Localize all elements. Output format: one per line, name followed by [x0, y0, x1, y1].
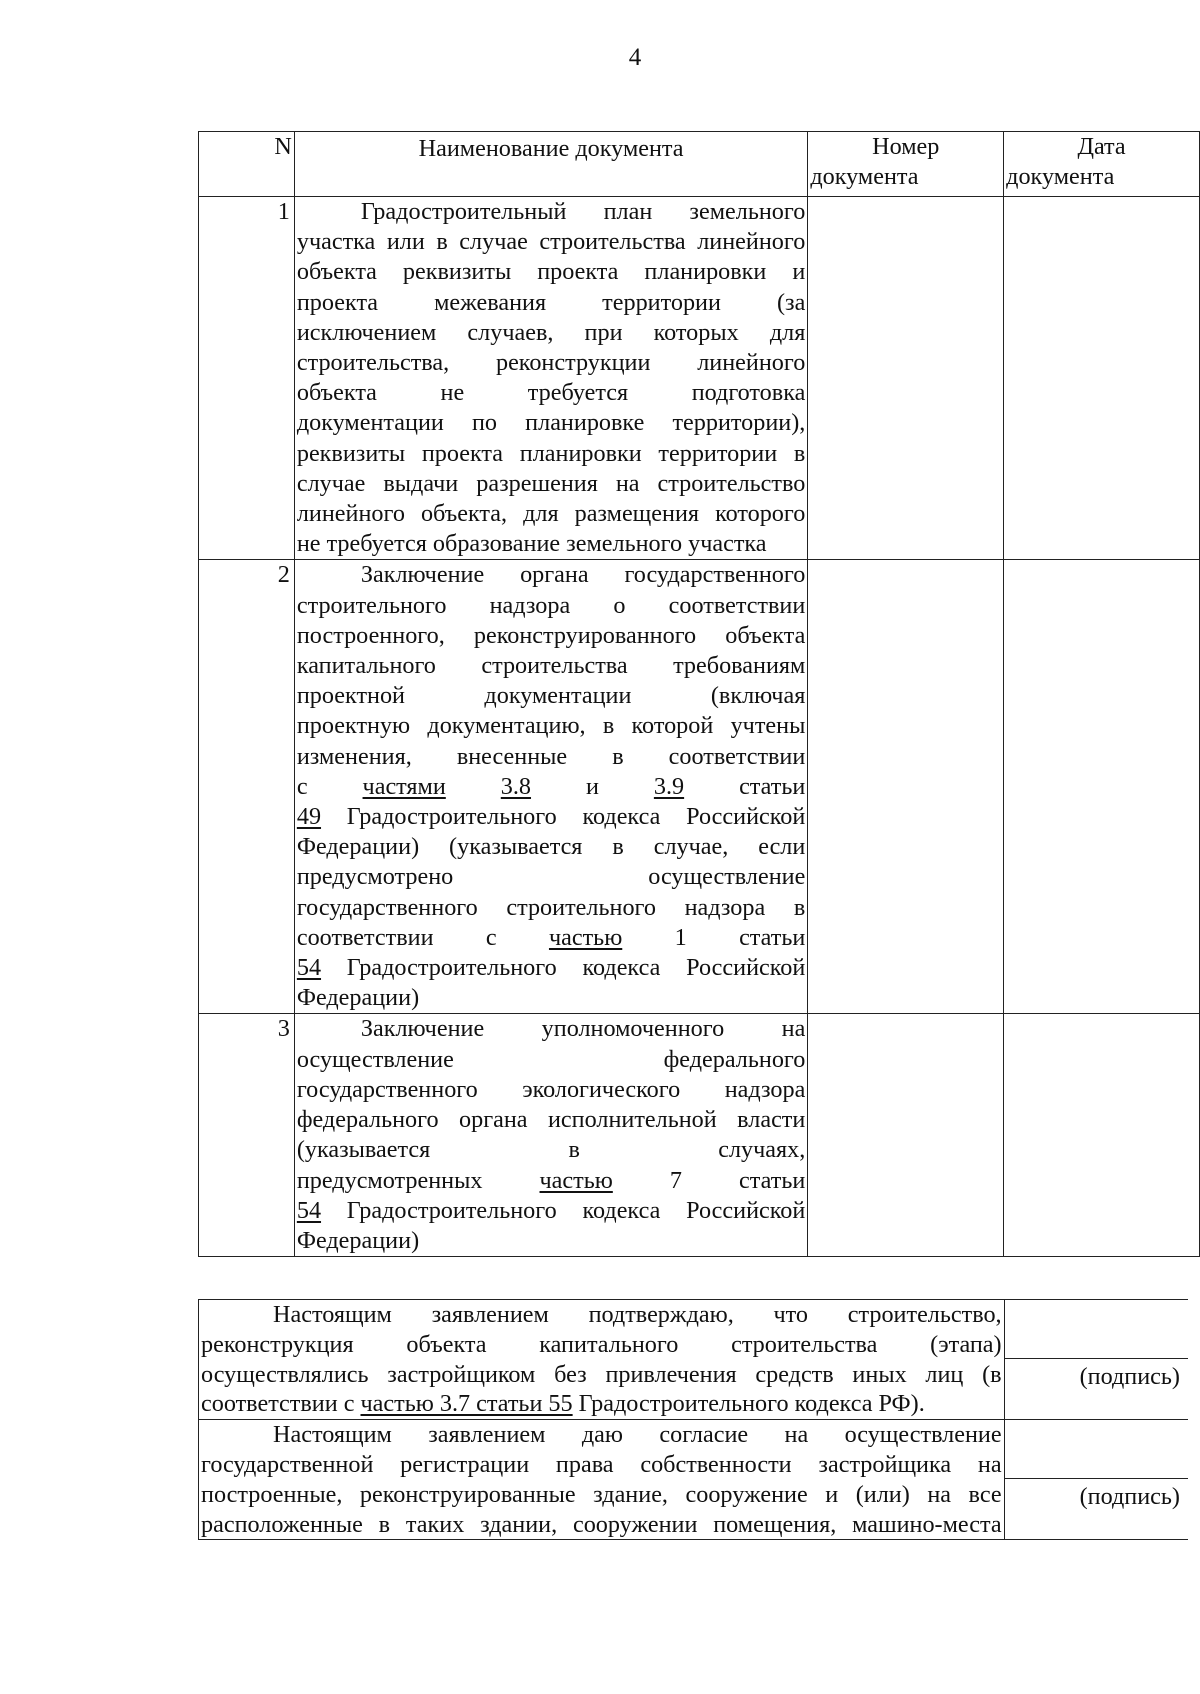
declaration-line: государственной регистрации права собственности застройщика на	[201, 1450, 1002, 1478]
header-document-number-line2: документа	[810, 163, 919, 191]
document-name-line: 49 Градостроительного кодекса Российской	[296, 803, 806, 831]
declarations-table	[198, 1299, 1188, 1540]
table-row	[199, 560, 1200, 1014]
declaration-line: расположенные в таких здании, сооружении помещения, машино-места	[201, 1510, 1002, 1538]
signature-label: (подпись)	[1079, 1363, 1180, 1390]
document-name-line: Заключение органа государственного	[360, 561, 806, 589]
document-name-line: соответствии с частью 1 статьи	[296, 923, 806, 951]
declaration-line: осуществлялись застройщиком без привлечения средств иных лиц (в	[201, 1360, 1002, 1388]
document-number-cell[interactable]	[808, 1014, 1004, 1257]
document-name-line: участка или в случае строительства линейного	[296, 228, 806, 256]
document-date-cell[interactable]	[1004, 197, 1200, 560]
header-document-number-line1: Номер	[872, 133, 940, 160]
document-name-line: не требуется образование земельного участка	[296, 530, 767, 558]
document-name-cell	[294, 197, 807, 560]
signature-cell[interactable]	[1004, 1300, 1188, 1420]
declaration-line: Настоящим заявлением подтверждаю, что строительство,	[273, 1301, 1002, 1328]
header-document-date-line2: документа	[1006, 163, 1115, 191]
document-name-line: капитального строительства требованиям	[296, 652, 806, 680]
document-name-line: объекта реквизиты проекта планировки и	[296, 258, 806, 286]
declaration-text	[199, 1300, 1005, 1420]
declaration-text	[199, 1420, 1005, 1540]
declaration-line: реконструкция объекта капитального строительства (этапа)	[201, 1330, 1002, 1358]
document-name-line: реквизиты проекта планировки территории в	[296, 439, 806, 467]
table-row	[199, 197, 1200, 560]
document-name-line: изменения, внесенные в соответствии	[296, 742, 806, 770]
document-name-line: 54 Градостроительного кодекса Российской	[296, 1196, 806, 1224]
declaration-line: соответствии с частью 3.7 статьи 55 Градостроительного кодекса РФ).	[201, 1390, 925, 1418]
document-name-line: объекта не требуется подготовка	[296, 379, 806, 407]
header-document-number	[808, 132, 1004, 197]
document-name-line: проектную документацию, в которой учтены	[296, 712, 806, 740]
document-number-cell[interactable]	[808, 197, 1004, 560]
table-header-row	[199, 132, 1200, 197]
document-name-line: строительства, реконструкции линейного	[296, 349, 806, 377]
document-name-line: предусмотренных частью 7 статьи	[296, 1166, 806, 1194]
document-name-line: Градостроительный план земельного	[360, 198, 806, 225]
header-document-date-line1: Дата	[1077, 133, 1126, 160]
document-name-cell	[294, 1014, 807, 1257]
signature-line	[1005, 1358, 1188, 1359]
document-name-line: исключением случаев, при которых для	[296, 318, 806, 346]
document-name-line: Заключение уполномоченного на	[360, 1015, 806, 1043]
document-name-line: государственного строительного надзора в	[296, 893, 806, 921]
signature-cell[interactable]	[1004, 1420, 1188, 1540]
header-num: N	[199, 132, 295, 197]
document-name-line: построенного, реконструированного объекта	[296, 621, 806, 649]
row-number: 3	[199, 1014, 295, 1257]
signature-label: (подпись)	[1079, 1483, 1180, 1511]
document-name-line: Федерации) (указывается в случае, если	[296, 833, 806, 861]
document-name-line: Федерации)	[296, 984, 420, 1012]
document-name-line: федерального органа исполнительной власти	[296, 1106, 806, 1134]
documents-table	[198, 131, 1200, 1257]
document-name-line: линейного объекта, для размещения которого	[296, 500, 806, 528]
signature-line	[1005, 1478, 1188, 1479]
document-name-line: проекта межевания территории (за	[296, 288, 806, 316]
document-date-cell[interactable]	[1004, 1014, 1200, 1257]
header-document-name: Наименование документа	[294, 132, 807, 197]
document-name-line: (указывается в случаях,	[296, 1136, 806, 1164]
document-name-line: государственного экологического надзора	[296, 1075, 806, 1103]
declaration-line: построенные, реконструированные здание, сооружение и (или) на все	[201, 1480, 1002, 1508]
document-name-line: проектной документации (включая	[296, 682, 806, 710]
document-name-line: 54 Градостроительного кодекса Российской	[296, 954, 806, 982]
document-name-line: с частями 3.8 и 3.9 статьи	[296, 772, 806, 800]
declaration-row	[199, 1420, 1189, 1540]
document-name-cell	[294, 560, 807, 1014]
declaration-row	[199, 1300, 1189, 1420]
document-date-cell[interactable]	[1004, 560, 1200, 1014]
document-name-line: документации по планировке территории),	[296, 409, 806, 437]
document-name-line: осуществление федерального	[296, 1045, 806, 1073]
declaration-line: Настоящим заявлением даю согласие на осуществление	[273, 1421, 1002, 1449]
header-document-date	[1004, 132, 1200, 197]
row-number: 2	[199, 560, 295, 1014]
document-name-line: случае выдачи разрешения на строительство	[296, 469, 806, 497]
document-number-cell[interactable]	[808, 560, 1004, 1014]
table-row	[199, 1014, 1200, 1257]
page-number: 4	[628, 44, 642, 71]
row-number: 1	[199, 197, 295, 560]
document-name-line: предусмотрено осуществление	[296, 863, 806, 891]
document-name-line: строительного надзора о соответствии	[296, 591, 806, 619]
document-name-line: Федерации)	[296, 1226, 420, 1254]
